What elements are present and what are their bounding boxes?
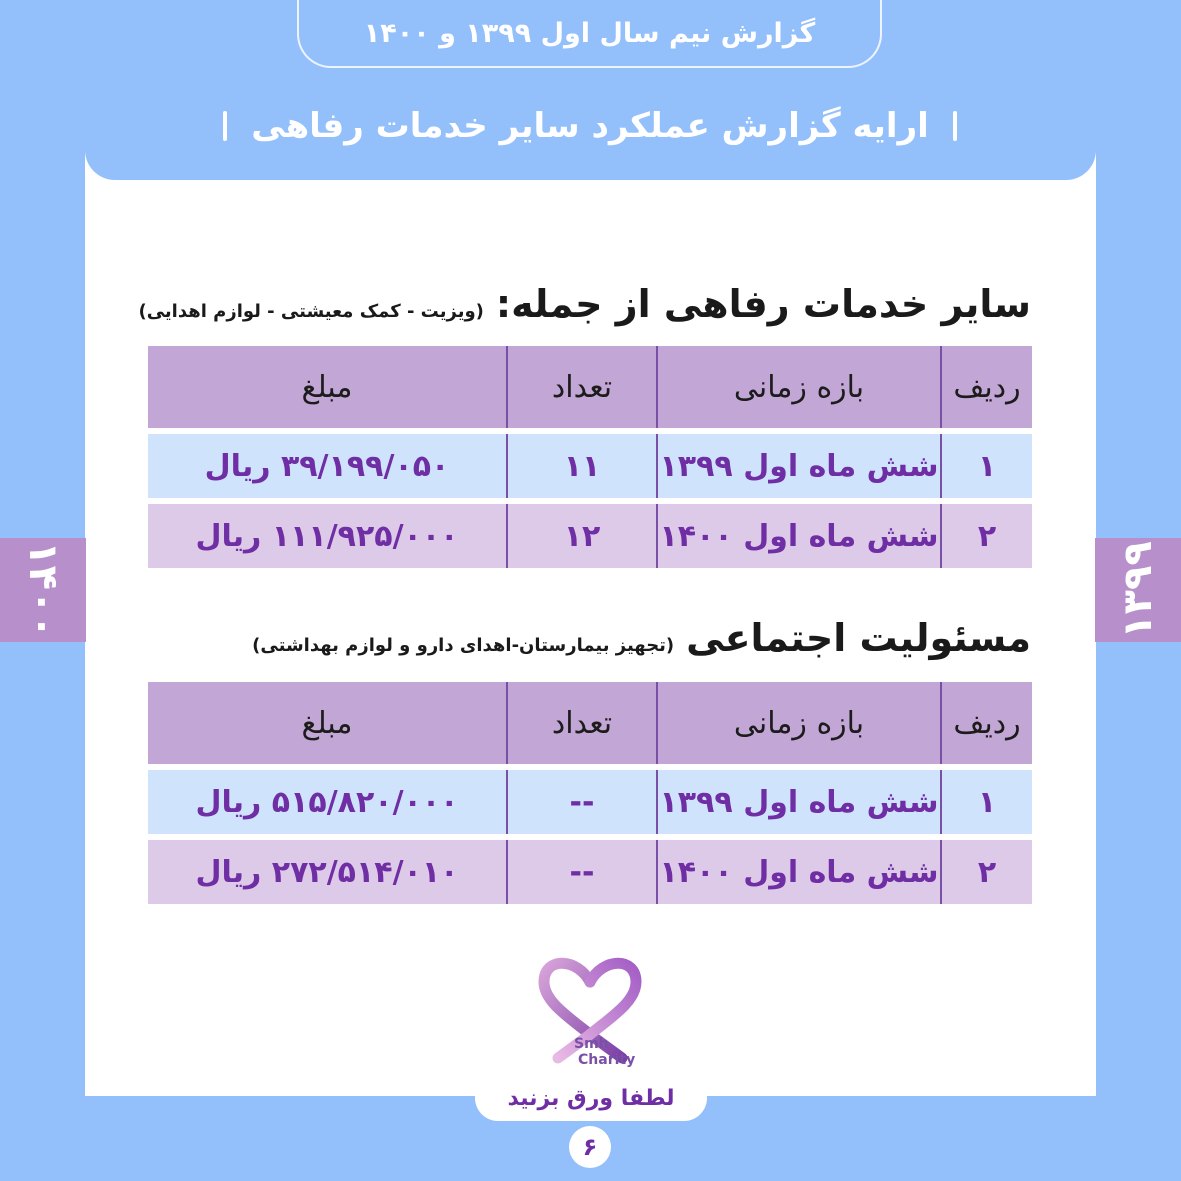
section2-table [148,682,1032,904]
header-cell-count: تعداد [506,346,656,428]
section2-subtitle: (تجهیز بیمارستان-اهدای دارو و لوازم بهداشتی) [252,635,675,656]
header-cell-index: ردیف [940,682,1032,764]
header-cell-period: بازه زمانی [656,346,940,428]
cell-index: ۲ [940,504,1032,568]
cell-period: شش ماه اول ۱۴۰۰ [656,840,940,904]
cell-count: -- [506,770,656,834]
table-row [148,434,1032,498]
header-bar-right [953,111,957,141]
table-row [148,770,1032,834]
page-number: ۶ [569,1126,611,1168]
section2-title: مسئولیت اجتماعی [686,616,1031,660]
table-header-row [148,682,1032,764]
logo-text [574,1036,635,1068]
section1-heading [138,282,1031,326]
card-top-notch [85,150,1096,180]
table-row [148,504,1032,568]
cell-amount: ۵۱۵/۸۲۰/۰۰۰ ریال [195,784,459,820]
side-tab-1400 [0,538,86,642]
cell-period: شش ماه اول ۱۳۹۹ [656,434,940,498]
header-cell-index: ردیف [940,346,1032,428]
section2-heading [252,616,1031,660]
cell-amount: ۳۹/۱۹۹/۰۵۰ ریال [204,448,450,484]
header-bar-left [223,111,227,141]
side-tab-1399 [1095,538,1181,642]
page-header [84,96,1096,156]
turn-page-button[interactable]: لطفا ورق بزنید [475,1075,707,1121]
side-tab-right-label: ۱۳۹۹ [1115,541,1161,639]
cell-count: -- [506,840,656,904]
side-tab-left-label: ۱۴۰۰ [20,541,66,639]
cell-amount: ۱۱۱/۹۲۵/۰۰۰ ریال [195,518,459,554]
table-row [148,840,1032,904]
report-period-label: گزارش نیم سال اول ۱۳۹۹ و ۱۴۰۰ [297,0,882,68]
cell-period: شش ماه اول ۱۴۰۰ [656,504,940,568]
cell-count: ۱۱ [506,434,656,498]
cell-period: شش ماه اول ۱۳۹۹ [656,770,940,834]
header-cell-count: تعداد [506,682,656,764]
header-cell-amount: مبلغ [301,369,353,405]
header-cell-amount: مبلغ [301,705,353,741]
table-header-row [148,346,1032,428]
cell-index: ۱ [940,434,1032,498]
cell-amount: ۲۷۲/۵۱۴/۰۱۰ ریال [195,854,459,890]
logo-line1: Smh [574,1036,609,1052]
section1-table [148,346,1032,568]
cell-index: ۲ [940,840,1032,904]
logo-line2: Charity [578,1052,636,1068]
page-title: ارایه گزارش عملکرد سایر خدمات رفاهی [251,106,929,146]
cell-index: ۱ [940,770,1032,834]
section1-subtitle: (ویزیت - کمک معیشتی - لوازم اهدایی) [138,301,484,322]
section1-title: سایر خدمات رفاهی از جمله: [495,282,1031,326]
header-cell-period: بازه زمانی [656,682,940,764]
cell-count: ۱۲ [506,504,656,568]
